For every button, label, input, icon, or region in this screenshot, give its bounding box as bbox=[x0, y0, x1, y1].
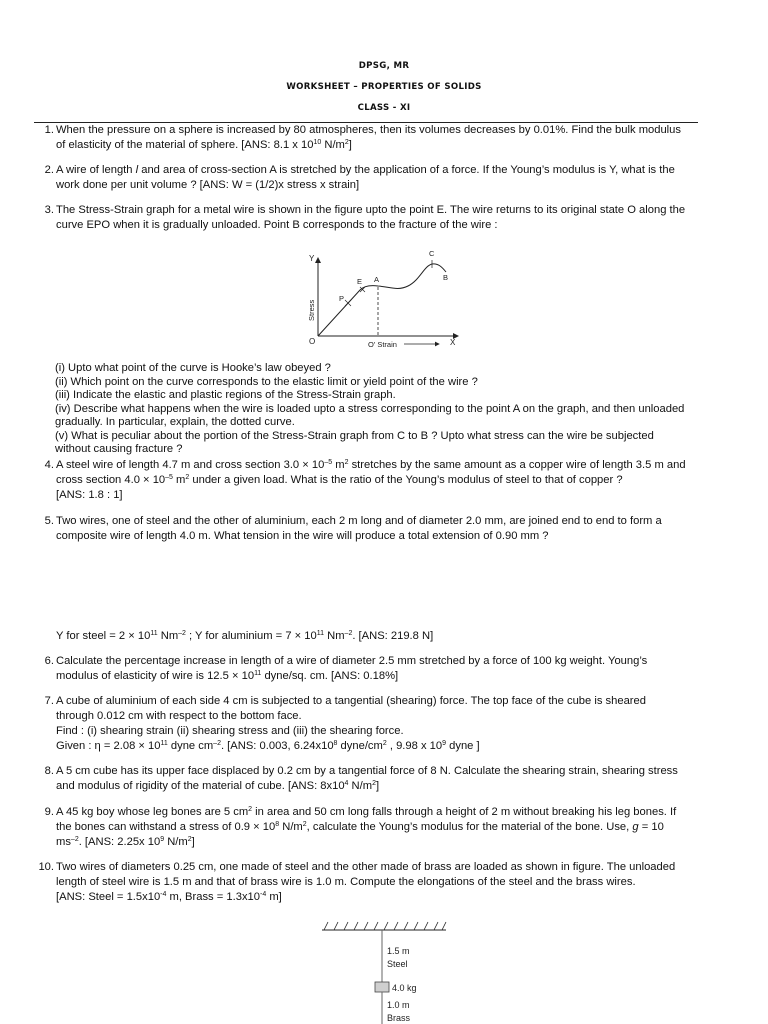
load-block bbox=[375, 982, 389, 992]
sub-question: (i) Upto what point of the curve is Hooke’s law obeyed ? bbox=[55, 362, 331, 374]
question-number: 7. bbox=[44, 695, 54, 707]
question-5 bbox=[34, 514, 710, 544]
question-number: 5. bbox=[44, 515, 54, 527]
point-c: C bbox=[429, 249, 435, 258]
question-answer: [ANS: Steel = $1.5x10^{-4}$ m, Brass = $1.3x10^{-4}$ m] bbox=[56, 891, 282, 903]
question-text: A wire of length l and area of cross-section A is stretched by the application of a force. If the Young’s modulus is Y, what is the bbox=[56, 164, 675, 176]
sub-question: (iii) Indicate the elastic and plastic regions of the Stress-Strain graph. bbox=[55, 389, 396, 401]
question-text: A cube of aluminium of each side 4 cm is subjected to a tangential (shearing) force. The top face of the cube is sheared bbox=[56, 695, 646, 707]
question-7 bbox=[34, 694, 710, 754]
class-label: CLASS - XI bbox=[357, 103, 411, 113]
sub-question: (v) What is peculiar about the portion of the Stress-Strain graph from C to B ? Upto what stress can the wire be subjected bbox=[55, 429, 654, 442]
point-a: A bbox=[374, 275, 380, 284]
point-p: P bbox=[339, 294, 345, 303]
sub-question: gradually. In particular, explain, the dotted curve. bbox=[55, 416, 295, 428]
question-text: Two wires, one of steel and the other of aluminium, each 2 m long and of diameter 2.0 mm, are joined end to end to form a bbox=[56, 515, 662, 527]
stress-curve bbox=[318, 264, 449, 336]
question-answer: Given : $\eta = 2.08 \times 10^{11}$ dyne $cm^{-2}$. [ANS: 0.003, $6.24x10^8$ dyne/$cm^2$ , 9.98 x $10^9$ dyne ] bbox=[56, 740, 480, 752]
question-6 bbox=[34, 654, 710, 684]
question-number: 9. bbox=[44, 806, 54, 818]
question-text: A steel wire of length 4.7 m and cross section $3.0 \times 10^{-5}$ $m^2$ stretches by the same amount as a copper wire of length 3.5 m and bbox=[56, 459, 686, 471]
question-text: Two wires of diameters 0.25 cm, one made of steel and the other made of brass are loaded as shown in figure. The unloaded bbox=[56, 861, 676, 873]
question-number: 4. bbox=[44, 459, 54, 471]
point-b: B bbox=[443, 273, 449, 282]
y-axis-letter: Y bbox=[309, 254, 315, 263]
question-8 bbox=[34, 764, 710, 794]
question-answer: modulus of elasticity of wire is $12.5 \times 10^{11}$ dyne/sq. cm. [ANS: 0.18%] bbox=[56, 670, 399, 682]
point-e: E bbox=[357, 277, 363, 286]
question-text: through 0.012 cm with respect to the bottom face. bbox=[56, 710, 302, 722]
question-number: 2. bbox=[44, 164, 54, 176]
stress-label: Stress bbox=[307, 299, 316, 321]
question-answer: of elasticity of the material of sphere. [ANS: 8.1 x $10^{10}$ $N/m^2$] bbox=[56, 139, 352, 151]
question-number: 8. bbox=[44, 765, 54, 777]
ceiling-hatch bbox=[324, 922, 446, 930]
question-5-given bbox=[34, 629, 710, 644]
question-text: cross section $4.0 \times 10^{-5}$ $m^2$ under a given load. What is the ratio of the Young’s modulus of steel to that of copper ? bbox=[56, 474, 623, 486]
question-number: 6. bbox=[44, 655, 54, 667]
question-text: composite wire of length 4.0 m. What tension in the wire will produce a total extension of 0.90 mm ? bbox=[56, 530, 549, 542]
question-text: When the pressure on a sphere is increased by 80 atmospheres, then its volumes decreases by 0.01%. Find the bulk modulus bbox=[56, 124, 681, 136]
question-text: Find : (i) shearing strain (ii) shearing stress and (iii) the shearing force. bbox=[56, 725, 404, 737]
question-text: The Stress-Strain graph for a metal wire is shown in the figure upto the point E. The wire returns to its original state O along the bbox=[56, 204, 686, 216]
mark-p bbox=[345, 300, 351, 306]
origin-label: O bbox=[309, 337, 316, 346]
question-answer: work done per unit volume ? [ANS: W = (1/2)x stress x strain] bbox=[56, 179, 360, 191]
school-name: DPSG, MR bbox=[358, 61, 410, 71]
wire-load-figure bbox=[318, 918, 458, 1024]
question-10 bbox=[34, 860, 710, 905]
steel-label: Steel bbox=[387, 959, 408, 969]
brass-length: 1.0 m bbox=[387, 1000, 410, 1010]
question-9 bbox=[34, 805, 710, 850]
sub-question: without causing fracture ? bbox=[55, 443, 183, 455]
question-text: A 45 kg boy whose leg bones are 5 $cm^2$ in area and 50 cm long falls through a height of 2 m without breaking his leg bones. If bbox=[56, 806, 677, 818]
strain-label: O' Strain bbox=[368, 340, 397, 349]
steel-length: 1.5 m bbox=[387, 946, 410, 956]
question-2 bbox=[34, 163, 710, 193]
question-text: the bones can withstand a stress of $0.9 \times 10^8$ $N/m^2$, calculate the Young’s modulus for the material of the bone. Use, g = 10 bbox=[56, 821, 664, 833]
brass-label: Brass bbox=[387, 1013, 411, 1023]
question-number: 10. bbox=[38, 861, 54, 873]
question-text: curve EPO when it is gradually unloaded. Point B corresponds to the fracture of the wire : bbox=[56, 219, 498, 231]
question-4 bbox=[34, 458, 710, 503]
question-number: 1. bbox=[44, 124, 54, 136]
question-answer: [ANS: 1.8 : 1] bbox=[56, 489, 123, 501]
x-axis-letter: X bbox=[450, 338, 456, 347]
worksheet-title: WORKSHEET – PROPERTIES OF SOLIDS bbox=[286, 82, 482, 92]
question-answer: and modulus of rigidity of the material of cube. [ANS: $8x10^4$ $N/m^2$] bbox=[56, 780, 380, 792]
sub-questions bbox=[55, 362, 715, 457]
question-text: A 5 cm cube has its upper face displaced by 0.2 cm by a tangential force of 8 N. Calculate the shearing strain, shearing stress bbox=[56, 765, 678, 777]
question-answer: $ms^{-2}$. [ANS: 2.25x $10^9$ $N/m^2$] bbox=[56, 836, 195, 848]
question-text: Calculate the percentage increase in length of a wire of diameter 2.5 mm stretched by a force of 100 kg weight. Young’s bbox=[56, 655, 648, 667]
question-number: 3. bbox=[44, 204, 54, 216]
load-label: 4.0 kg bbox=[392, 983, 417, 993]
question-answer: Y for steel = $2 \times 10^{11}$ $Nm^{-2}$ ; Y for aluminium = $7 \times 10^{11}$ $Nm^{-2}$. [ANS: 219.8 N] bbox=[56, 630, 434, 642]
stress-strain-graph bbox=[298, 246, 468, 350]
sub-question: (ii) Which point on the curve corresponds to the elastic limit or yield point of the wire ? bbox=[55, 375, 478, 388]
sub-question: (iv) Describe what happens when the wire is loaded upto a stress corresponding to the point A on the graph, and then unloaded bbox=[55, 402, 685, 415]
question-text: length of steel wire is 1.5 m and that of brass wire is 1.0 m. Compute the elongations of the steel and the brass wires. bbox=[56, 876, 636, 888]
question-3 bbox=[34, 203, 710, 233]
question-1 bbox=[34, 123, 710, 153]
